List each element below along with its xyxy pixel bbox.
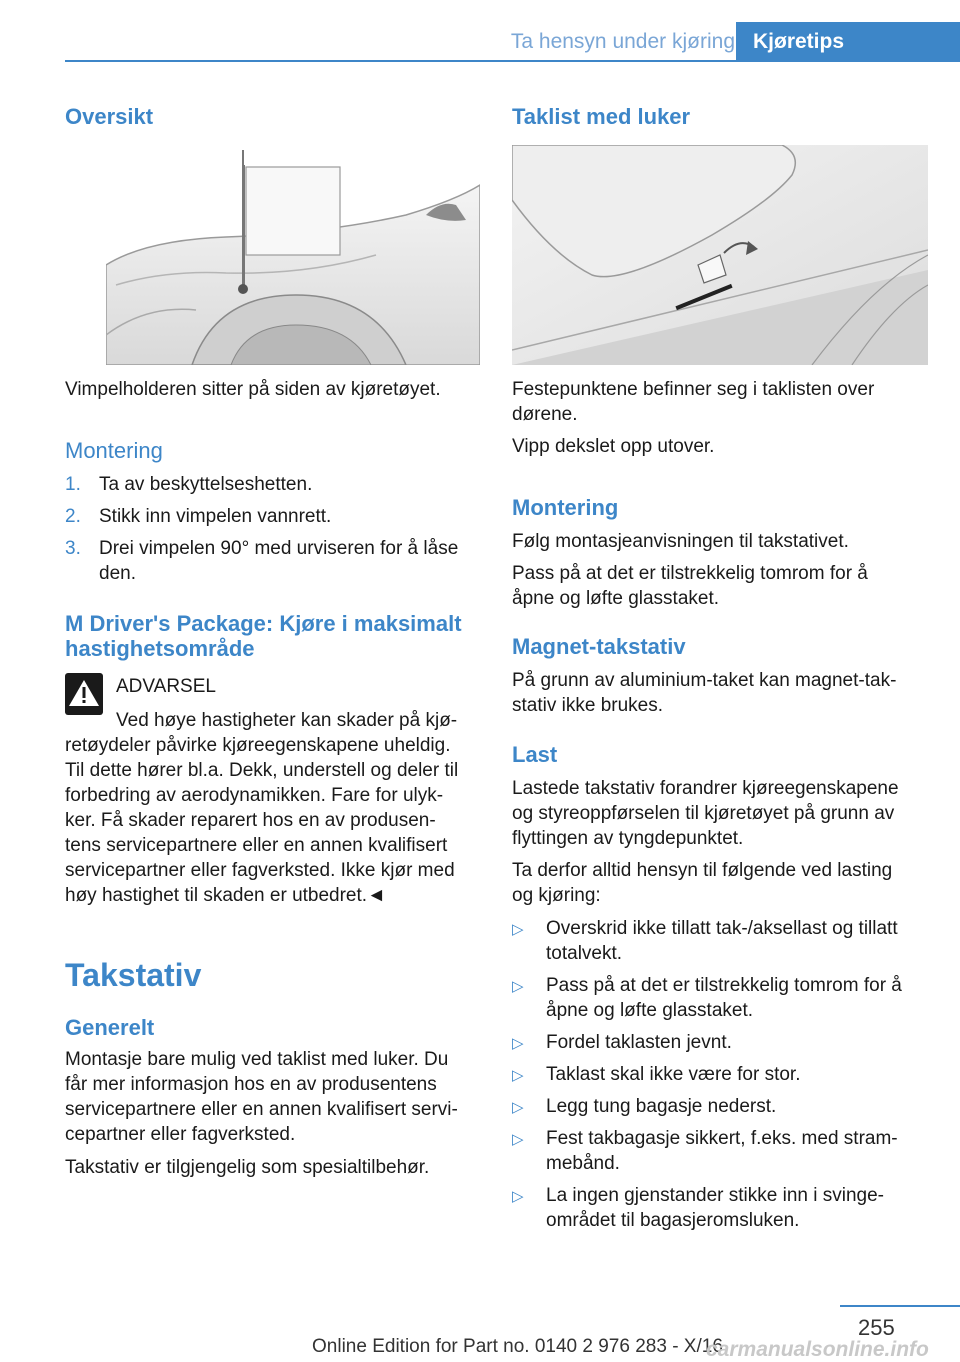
header-chapter-tab: Kjøretips bbox=[736, 22, 960, 62]
triangle-bullet-icon: ▷ bbox=[512, 1067, 524, 1084]
general-text-line: cepartner eller fagverksted. bbox=[65, 1124, 296, 1145]
magnet-text-line: stativ ikke brukes. bbox=[512, 695, 663, 716]
triangle-bullet-icon: ▷ bbox=[512, 978, 524, 995]
overview-caption: Vimpelholderen sitter på siden av kjøretøyet. bbox=[65, 379, 441, 400]
list-item: ▷ Fordel taklasten jevnt. bbox=[512, 1030, 932, 1055]
watermark: carmanualsonline.info bbox=[706, 1338, 929, 1361]
mount-text: Følg montasjeanvisningen til takstativet. bbox=[512, 531, 849, 552]
warning-text-line: Ved høye hastigheter kan skader på kjø‐ bbox=[116, 710, 458, 731]
list-item: ▷ Overskrid ikke tillatt tak-/aksellast og tillatt totalvekt. bbox=[512, 918, 898, 964]
warning-text-line: servicepartner eller fagverksted. Ikke kjør med bbox=[65, 860, 455, 881]
rail-text-line: dørene. bbox=[512, 404, 578, 425]
warning-label: ADVARSEL bbox=[116, 676, 216, 697]
mounting-heading-right: Montering bbox=[512, 495, 619, 520]
roof-rail-image bbox=[512, 145, 928, 365]
list-item: ▷ Legg tung bagasje nederst. bbox=[512, 1094, 932, 1119]
magnet-heading: Magnet-takstativ bbox=[512, 634, 686, 659]
list-item: ▷ Pass på at det er tilstrekkelig tomrom for å åpne og løfte glasstaket. bbox=[512, 975, 902, 1021]
roofrack-heading: Takstativ bbox=[65, 957, 202, 993]
load-text-line: flyttingen av tyngdepunktet. bbox=[512, 828, 744, 849]
load-text-line: Lastede takstativ forandrer kjøreegenskapene bbox=[512, 778, 899, 799]
warning-icon bbox=[65, 673, 103, 715]
header-section-title: Ta hensyn under kjøring bbox=[510, 30, 735, 53]
warning-text-line: høy hastighet til skaden er utbedret.◄ bbox=[65, 885, 386, 906]
general-heading: Generelt bbox=[65, 1015, 155, 1040]
triangle-bullet-icon: ▷ bbox=[512, 1188, 524, 1205]
triangle-bullet-icon: ▷ bbox=[512, 1035, 524, 1052]
page-number: 255 bbox=[858, 1315, 895, 1340]
general-text-line: Montasje bare mulig ved taklist med luker. Du bbox=[65, 1049, 449, 1070]
warning-text-line: ker. Få skader reparert hos en av produsen‐ bbox=[65, 810, 436, 831]
load-heading: Last bbox=[512, 742, 558, 767]
warning-text-line: Til dette hører bl.a. Dekk, understell og deler til bbox=[65, 760, 459, 781]
rail-text-line: Festepunktene befinner seg i taklisten over bbox=[512, 379, 875, 400]
footer-rule bbox=[840, 1305, 960, 1307]
warning-text-line: tens servicepartnere eller en annen kvalifisert bbox=[65, 835, 448, 856]
warning-text-line: forbedring av aerodynamikken. Fare for ulyk‐ bbox=[65, 785, 444, 806]
load-text-line: og kjøring: bbox=[512, 885, 601, 906]
rail-cover-note: Vipp dekslet opp utover. bbox=[512, 436, 715, 457]
triangle-bullet-icon: ▷ bbox=[512, 1131, 524, 1148]
list-item: 3. Drei vimpelen 90° med urviseren for å låse den. bbox=[65, 538, 459, 584]
mounting-heading-left: Montering bbox=[65, 438, 163, 463]
list-item: ▷ Fest takbagasje sikkert, f.eks. med stram‐ mebånd. bbox=[512, 1128, 898, 1174]
roof-rail-heading: Taklist med luker bbox=[512, 104, 691, 129]
warning-text-line: retøydeler påvirke kjøreegenskapene uheldig. bbox=[65, 735, 451, 756]
edition-footer: Online Edition for Part no. 0140 2 976 283 - X/16 bbox=[312, 1336, 723, 1357]
overview-heading: Oversikt bbox=[65, 104, 154, 129]
magnet-text-line: På grunn av aluminium-taket kan magnet-tak‐ bbox=[512, 670, 897, 691]
list-item: ▷ Taklast skal ikke være for stor. bbox=[512, 1062, 932, 1087]
mount-text-line: åpne og løfte glasstaket. bbox=[512, 588, 720, 609]
general-accessory-note: Takstativ er tilgjengelig som spesialtilbehør. bbox=[65, 1157, 430, 1178]
pennant-holder-image bbox=[106, 145, 480, 365]
general-text-line: servicepartnere eller en annen kvalifisert servi‐ bbox=[65, 1099, 458, 1120]
triangle-bullet-icon: ▷ bbox=[512, 921, 524, 938]
mdriver-heading-line2: hastighetsområde bbox=[65, 636, 255, 661]
load-text-line: Ta derfor alltid hensyn til følgende ved lasting bbox=[512, 860, 893, 881]
list-item: ▷ La ingen gjenstander stikke inn i svinge‐ området til bagasjeromsluken. bbox=[512, 1185, 884, 1231]
triangle-bullet-icon: ▷ bbox=[512, 1099, 524, 1116]
load-text-line: og styreoppførselen til kjøretøyet på grunn av bbox=[512, 803, 895, 824]
mount-text-line: Pass på at det er tilstrekkelig tomrom for å bbox=[512, 563, 868, 584]
mdriver-heading-line1: M Driver's Package: Kjøre i maksimalt bbox=[65, 611, 462, 636]
general-text-line: får mer informasjon hos en av produsentens bbox=[65, 1074, 437, 1095]
header-rule bbox=[65, 60, 960, 62]
